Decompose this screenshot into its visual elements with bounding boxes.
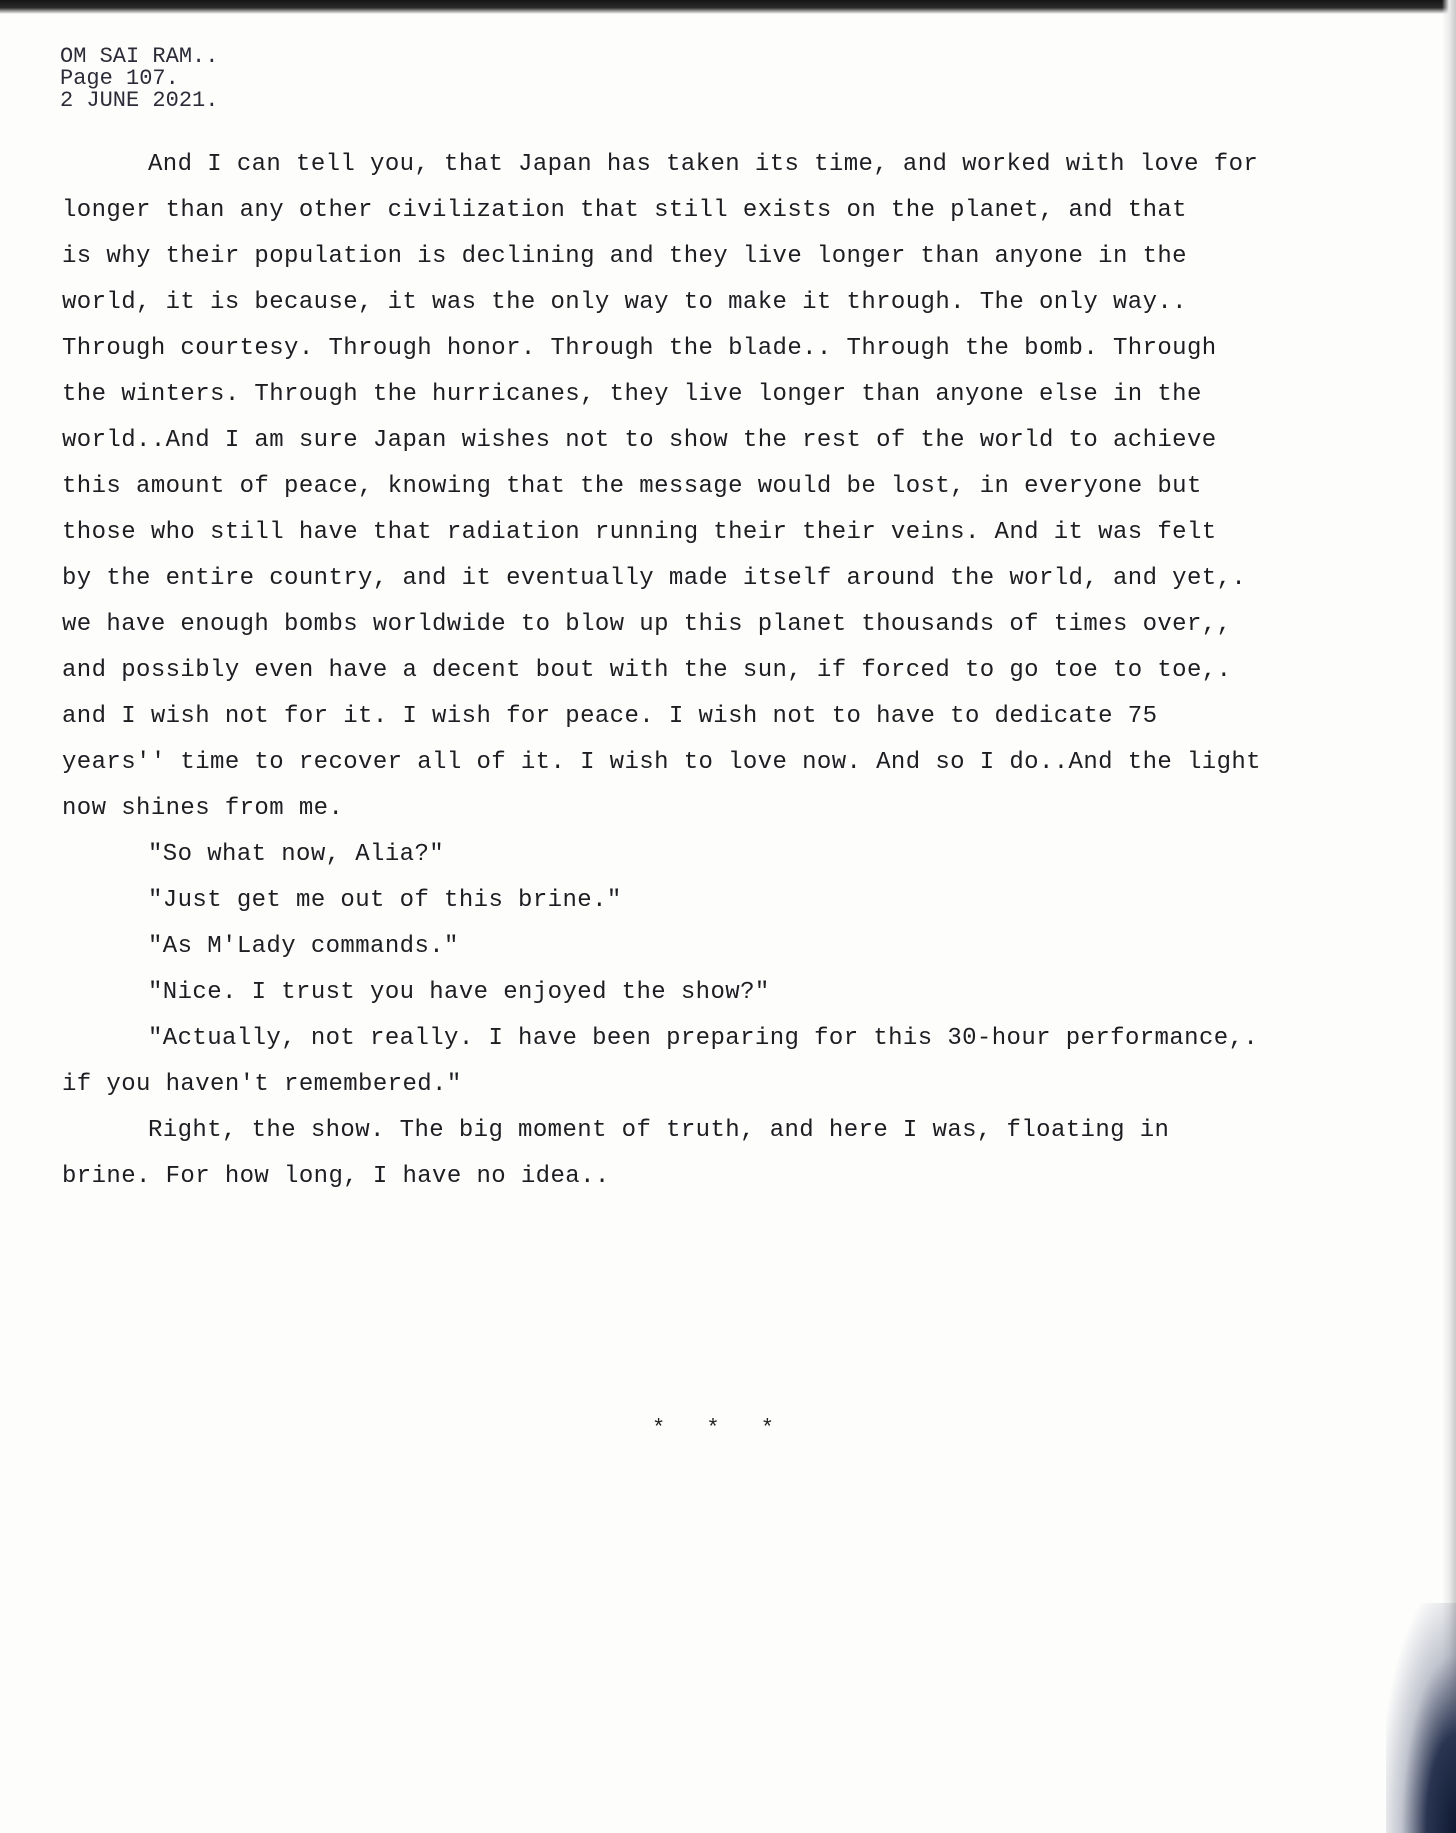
text-line: we have enough bombs worldwide to blow up this planet thousands of times over,,: [62, 611, 1232, 638]
text-line: world..And I am sure Japan wishes not to show the rest of the world to achieve: [62, 427, 1217, 454]
text-line: Right, the show. The big moment of truth, and here I was, floating in: [148, 1117, 1170, 1144]
dialogue-line: "Nice. I trust you have enjoyed the show?": [148, 979, 770, 1006]
header-title: OM SAI RAM..: [60, 44, 219, 69]
header-date: 2 JUNE 2021.: [60, 88, 219, 113]
text-line: longer than any other civilization that still exists on the planet, and that: [62, 197, 1187, 224]
text-line: the winters. Through the hurricanes, they live longer than anyone else in the: [62, 381, 1202, 408]
text-line: those who still have that radiation running their their veins. And it was felt: [62, 519, 1217, 546]
dialogue-line: if you haven't remembered.": [62, 1071, 462, 1098]
text-line: by the entire country, and it eventually made itself around the world, and yet,.: [62, 565, 1247, 592]
scan-corner-shadow: [1386, 1603, 1456, 1833]
page-header: [60, 46, 218, 112]
text-line: And I can tell you, that Japan has taken its time, and worked with love for: [148, 151, 1259, 178]
header-page-number: Page 107.: [60, 66, 179, 91]
dialogue-line: "As M'Lady commands.": [148, 933, 459, 960]
text-line: years'' time to recover all of it. I wish to love now. And so I do..And the light: [62, 749, 1261, 776]
scan-top-edge: [0, 0, 1456, 14]
dialogue-line: "Just get me out of this brine.": [148, 887, 622, 914]
section-separator: * * *: [652, 1416, 789, 1441]
text-line: now shines from me.: [62, 795, 344, 822]
dialogue-line: "So what now, Alia?": [148, 841, 445, 868]
text-line: world, it is because, it was the only way to make it through. The only way..: [62, 289, 1187, 316]
text-line: is why their population is declining and they live longer than anyone in the: [62, 243, 1187, 270]
dialogue-line: "Actually, not really. I have been preparing for this 30-hour performance,.: [148, 1025, 1259, 1052]
text-line: and I wish not for it. I wish for peace. I wish not to have to dedicate 75: [62, 703, 1158, 730]
text-line: brine. For how long, I have no idea..: [62, 1163, 610, 1190]
text-line: this amount of peace, knowing that the message would be lost, in everyone but: [62, 473, 1202, 500]
text-line: and possibly even have a decent bout with the sun, if forced to go toe to toe,.: [62, 657, 1232, 684]
scan-right-edge: [1442, 0, 1456, 1833]
text-line: Through courtesy. Through honor. Through the blade.. Through the bomb. Through: [62, 335, 1217, 362]
